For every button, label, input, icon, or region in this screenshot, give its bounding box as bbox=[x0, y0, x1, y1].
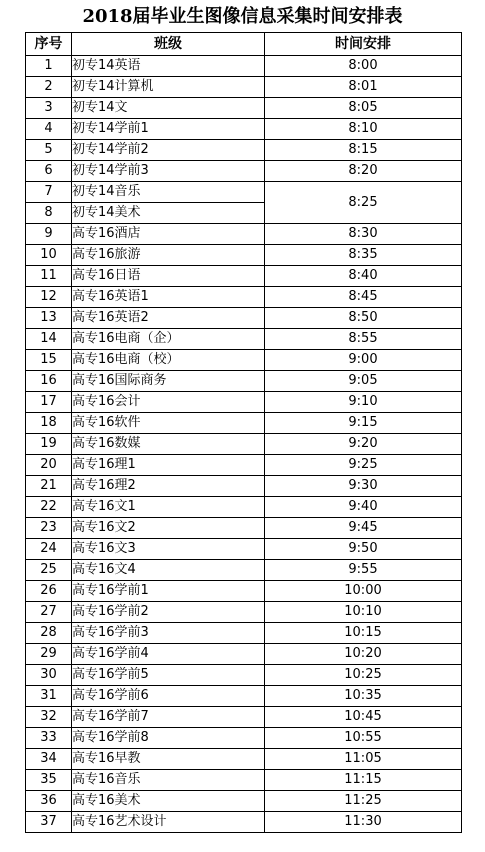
table-row bbox=[26, 602, 462, 623]
time-slot: 9:00 bbox=[265, 350, 462, 371]
class-name: 初专14学前3 bbox=[72, 161, 265, 182]
table-row bbox=[26, 77, 462, 98]
class-name: 高专16学前8 bbox=[72, 728, 265, 749]
class-name: 高专16艺术设计 bbox=[72, 812, 265, 833]
time-slot: 9:30 bbox=[265, 476, 462, 497]
row-number: 2 bbox=[26, 77, 72, 98]
row-number: 3 bbox=[26, 98, 72, 119]
class-name: 高专16学前2 bbox=[72, 602, 265, 623]
table-row bbox=[26, 539, 462, 560]
class-name: 高专16理2 bbox=[72, 476, 265, 497]
time-slot: 8:10 bbox=[265, 119, 462, 140]
table-row bbox=[26, 224, 462, 245]
row-number: 37 bbox=[26, 812, 72, 833]
time-slot: 10:55 bbox=[265, 728, 462, 749]
time-slot: 10:25 bbox=[265, 665, 462, 686]
table-row bbox=[26, 119, 462, 140]
class-name: 高专16学前4 bbox=[72, 644, 265, 665]
row-number: 7 bbox=[26, 182, 72, 203]
row-number: 19 bbox=[26, 434, 72, 455]
class-name: 高专16电商（校） bbox=[72, 350, 265, 371]
row-number: 28 bbox=[26, 623, 72, 644]
table-row bbox=[26, 455, 462, 476]
table-row bbox=[26, 581, 462, 602]
row-number: 8 bbox=[26, 203, 72, 224]
class-name: 高专16英语1 bbox=[72, 287, 265, 308]
row-number: 35 bbox=[26, 770, 72, 791]
table-row bbox=[26, 518, 462, 539]
time-slot: 11:25 bbox=[265, 791, 462, 812]
row-number: 25 bbox=[26, 560, 72, 581]
header-time: 时间安排 bbox=[265, 33, 462, 56]
row-number: 26 bbox=[26, 581, 72, 602]
time-slot: 8:15 bbox=[265, 140, 462, 161]
time-slot: 9:40 bbox=[265, 497, 462, 518]
time-slot: 9:25 bbox=[265, 455, 462, 476]
row-number: 10 bbox=[26, 245, 72, 266]
class-name: 高专16学前7 bbox=[72, 707, 265, 728]
row-number: 16 bbox=[26, 371, 72, 392]
time-slot: 8:55 bbox=[265, 329, 462, 350]
class-name: 高专16文1 bbox=[72, 497, 265, 518]
table-row bbox=[26, 791, 462, 812]
time-slot: 8:40 bbox=[265, 266, 462, 287]
class-name: 高专16文3 bbox=[72, 539, 265, 560]
time-slot: 9:10 bbox=[265, 392, 462, 413]
class-name: 高专16美术 bbox=[72, 791, 265, 812]
time-slot: 10:00 bbox=[265, 581, 462, 602]
header-class: 班级 bbox=[72, 33, 265, 56]
row-number: 11 bbox=[26, 266, 72, 287]
table-row bbox=[26, 182, 462, 203]
table-row bbox=[26, 770, 462, 791]
time-slot: 8:30 bbox=[265, 224, 462, 245]
table-row bbox=[26, 413, 462, 434]
table-row bbox=[26, 287, 462, 308]
class-name: 高专16软件 bbox=[72, 413, 265, 434]
row-number: 32 bbox=[26, 707, 72, 728]
class-name: 初专14文 bbox=[72, 98, 265, 119]
row-number: 5 bbox=[26, 140, 72, 161]
class-name: 高专16英语2 bbox=[72, 308, 265, 329]
time-slot: 8:50 bbox=[265, 308, 462, 329]
class-name: 初专14音乐 bbox=[72, 182, 265, 203]
row-number: 22 bbox=[26, 497, 72, 518]
schedule-table bbox=[25, 32, 462, 833]
table-row bbox=[26, 497, 462, 518]
table-row bbox=[26, 623, 462, 644]
time-slot: 9:15 bbox=[265, 413, 462, 434]
class-name: 初专14学前1 bbox=[72, 119, 265, 140]
table-row bbox=[26, 749, 462, 770]
row-number: 24 bbox=[26, 539, 72, 560]
table-row bbox=[26, 686, 462, 707]
class-name: 高专16学前1 bbox=[72, 581, 265, 602]
time-slot: 9:55 bbox=[265, 560, 462, 581]
time-slot: 9:20 bbox=[265, 434, 462, 455]
time-slot: 8:05 bbox=[265, 98, 462, 119]
table-row bbox=[26, 728, 462, 749]
class-name: 高专16理1 bbox=[72, 455, 265, 476]
table-row bbox=[26, 560, 462, 581]
schedule-body bbox=[26, 56, 462, 833]
class-name: 高专16数媒 bbox=[72, 434, 265, 455]
class-name: 高专16日语 bbox=[72, 266, 265, 287]
row-number: 23 bbox=[26, 518, 72, 539]
class-name: 高专16早教 bbox=[72, 749, 265, 770]
time-slot: 9:45 bbox=[265, 518, 462, 539]
row-number: 14 bbox=[26, 329, 72, 350]
time-slot: 10:35 bbox=[265, 686, 462, 707]
table-row bbox=[26, 644, 462, 665]
time-slot: 8:35 bbox=[265, 245, 462, 266]
row-number: 1 bbox=[26, 56, 72, 77]
class-name: 高专16学前6 bbox=[72, 686, 265, 707]
row-number: 31 bbox=[26, 686, 72, 707]
header-no: 序号 bbox=[26, 33, 72, 56]
class-name: 高专16会计 bbox=[72, 392, 265, 413]
table-row bbox=[26, 98, 462, 119]
table-row bbox=[26, 266, 462, 287]
class-name: 高专16文2 bbox=[72, 518, 265, 539]
row-number: 9 bbox=[26, 224, 72, 245]
time-slot: 8:01 bbox=[265, 77, 462, 98]
class-name: 高专16学前3 bbox=[72, 623, 265, 644]
class-name: 高专16文4 bbox=[72, 560, 265, 581]
class-name: 高专16学前5 bbox=[72, 665, 265, 686]
class-name: 初专14英语 bbox=[72, 56, 265, 77]
table-row bbox=[26, 371, 462, 392]
time-slot: 10:15 bbox=[265, 623, 462, 644]
time-slot: 10:10 bbox=[265, 602, 462, 623]
table-row bbox=[26, 812, 462, 833]
row-number: 29 bbox=[26, 644, 72, 665]
row-number: 13 bbox=[26, 308, 72, 329]
row-number: 4 bbox=[26, 119, 72, 140]
time-slot: 10:20 bbox=[265, 644, 462, 665]
class-name: 初专14学前2 bbox=[72, 140, 265, 161]
time-slot: 10:45 bbox=[265, 707, 462, 728]
time-slot: 9:50 bbox=[265, 539, 462, 560]
table-row bbox=[26, 56, 462, 77]
table-row bbox=[26, 161, 462, 182]
table-row bbox=[26, 434, 462, 455]
class-name: 初专14计算机 bbox=[72, 77, 265, 98]
row-number: 21 bbox=[26, 476, 72, 497]
row-number: 20 bbox=[26, 455, 72, 476]
row-number: 27 bbox=[26, 602, 72, 623]
page-title: 2018届毕业生图像信息采集时间安排表 bbox=[82, 6, 403, 27]
row-number: 33 bbox=[26, 728, 72, 749]
row-number: 18 bbox=[26, 413, 72, 434]
class-name: 高专16电商（企） bbox=[72, 329, 265, 350]
time-slot: 11:15 bbox=[265, 770, 462, 791]
table-row bbox=[26, 329, 462, 350]
time-slot: 8:45 bbox=[265, 287, 462, 308]
time-slot: 8:25 bbox=[265, 182, 462, 224]
table-row bbox=[26, 665, 462, 686]
time-slot: 11:30 bbox=[265, 812, 462, 833]
header-row bbox=[26, 33, 462, 56]
class-name: 高专16酒店 bbox=[72, 224, 265, 245]
table-row bbox=[26, 707, 462, 728]
time-slot: 11:05 bbox=[265, 749, 462, 770]
row-number: 36 bbox=[26, 791, 72, 812]
class-name: 高专16音乐 bbox=[72, 770, 265, 791]
row-number: 12 bbox=[26, 287, 72, 308]
table-row bbox=[26, 245, 462, 266]
class-name: 高专16国际商务 bbox=[72, 371, 265, 392]
row-number: 6 bbox=[26, 161, 72, 182]
row-number: 34 bbox=[26, 749, 72, 770]
table-row bbox=[26, 350, 462, 371]
time-slot: 8:00 bbox=[265, 56, 462, 77]
time-slot: 8:20 bbox=[265, 161, 462, 182]
class-name: 高专16旅游 bbox=[72, 245, 265, 266]
time-slot: 9:05 bbox=[265, 371, 462, 392]
row-number: 15 bbox=[26, 350, 72, 371]
row-number: 30 bbox=[26, 665, 72, 686]
table-row bbox=[26, 140, 462, 161]
class-name: 初专14美术 bbox=[72, 203, 265, 224]
table-row bbox=[26, 476, 462, 497]
table-row bbox=[26, 392, 462, 413]
table-row bbox=[26, 308, 462, 329]
row-number: 17 bbox=[26, 392, 72, 413]
